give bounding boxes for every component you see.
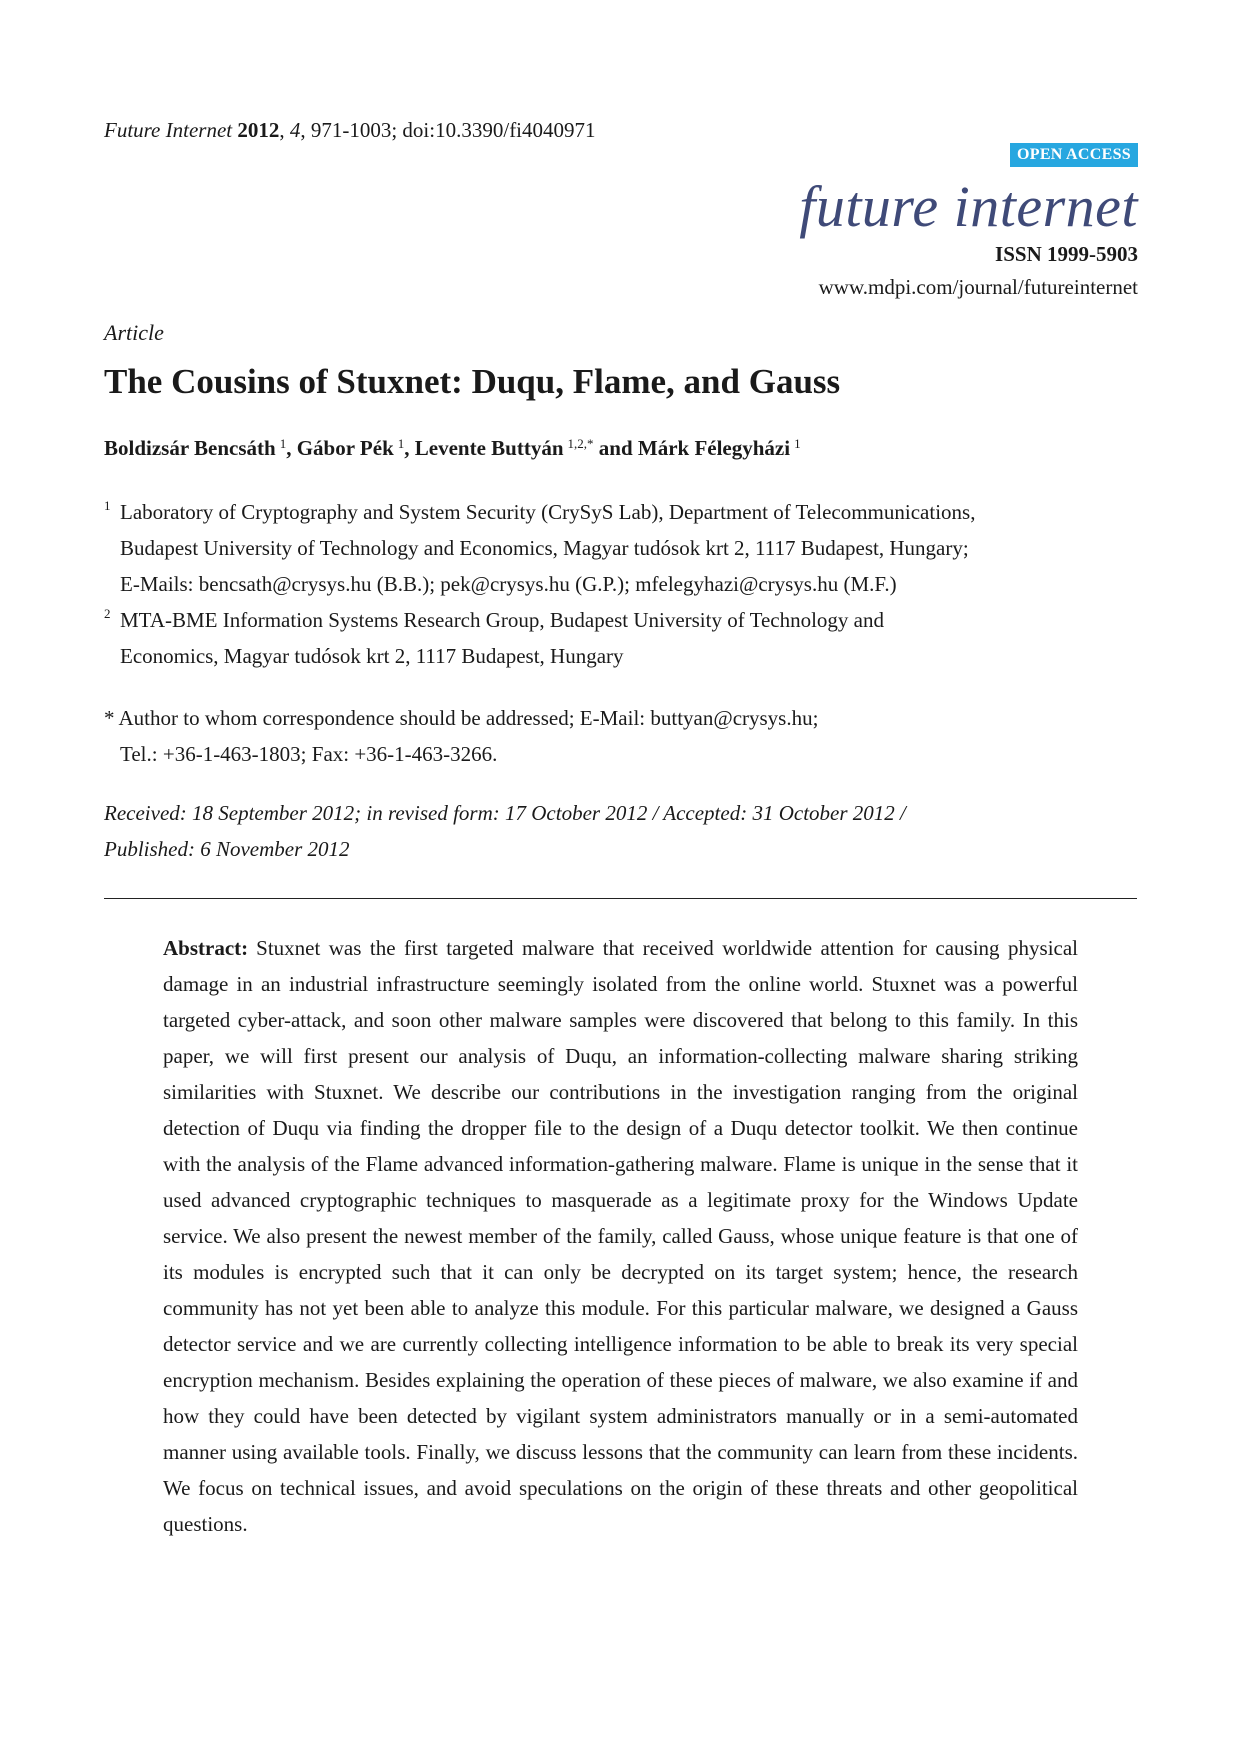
dates-line: Received: 18 September 2012; in revised form: 17 October 2012 / Accepted: 31 October 2012 / [104,801,906,825]
article-type: Article [104,320,164,345]
author-affiliation-mark: 1 [397,436,405,451]
affiliation-line: MTA-BME Information Systems Research Group, Budapest University of Technology and [120,608,884,632]
page-title: The Cousins of Stuxnet: Duqu, Flame, and Gauss [104,362,841,401]
correspondence-text: Author to whom correspondence should be addressed; E-Mail: buttyan@crysys.hu; [118,706,819,730]
citation-year: 2012 [237,118,280,142]
citation-pages-doi: , 971-1003; doi:10.3390/fi4040971 [300,118,596,142]
affiliation-2 [104,602,1144,674]
open-access-badge: OPEN ACCESS [1010,143,1138,167]
affiliation-line: Laboratory of Cryptography and System Security (CrySyS Lab), Department of Telecommunications, [120,500,976,524]
affiliation-line: Economics, Magyar tudósok krt 2, 1117 Budapest, Hungary [120,644,624,668]
affiliation-mark: 1 [104,498,111,513]
author-name: Márk Félegyházi [637,436,791,460]
citation-line: Future Internet 2012, 4, 971-1003; doi:10.3390/fi4040971 [104,118,596,142]
author-separator: , [404,436,410,460]
citation-volume: 4 [289,118,301,142]
dates-line: Published: 6 November 2012 [104,837,350,861]
affiliations [104,494,1144,674]
journal-logo: future internet [799,174,1138,239]
author-separator: and [593,436,633,460]
affiliation-mark: 2 [104,606,111,621]
affiliation-1 [104,494,1144,602]
author-name: Levente Buttyán [414,436,564,460]
author-separator: , [286,436,292,460]
issn: ISSN 1999-5903 [995,242,1138,266]
journal-url[interactable]: www.mdpi.com/journal/futureinternet [818,275,1138,299]
author-name: Boldizsár Bencsáth [104,436,276,460]
publication-dates [104,795,906,867]
correspondence-contact: Tel.: +36-1-463-1803; Fax: +36-1-463-3266. [120,742,498,766]
abstract-label: Abstract: [163,936,249,960]
abstract-text: Stuxnet was the first targeted malware that received worldwide attention for causing physical damage in an industrial infrastructure seemingly isolated from the online world. Stuxnet was a powerful targeted cyber-attack, and soon other malware samples were discovered that belong to this family. In this paper, we will first present our analysis of Duqu, an information-collecting malware sharing striking similarities with Stuxnet. We describe our contributions in the investigation ranging from the original detection of Duqu via finding the dropper file to the design of a Duqu detector toolkit. We then continue with the analysis of the Flame advanced information-gathering malware. Flame is unique in the sense that it used advanced cryptographic techniques to masquerade as a legitimate proxy for the Windows Update service. We also present the newest member of the family, called Gauss, whose unique feature is that one of its modules is encrypted such that it can only be decrypted on its target system; hence, the research community has not yet been able to analyze this module. For this particular malware, we designed a Gauss detector service and we are currently collecting intelligence information to be able to break its very special encryption mechanism. Besides explaining the operation of these pieces of malware, we also examine if and how they could have been detected by vigilant system administrators manually or in a semi-automated manner using available tools. Finally, we discuss lessons that the community can learn from these incidents. We focus on technical issues, and avoid speculations on the origin of these threats and other geopolitical questions. [163,936,1078,1536]
correspondence-note [104,700,818,772]
author-affiliation-mark: 1 [794,436,801,451]
author-name: Gábor Pék [296,436,394,460]
correspondence-line [104,700,818,736]
author-list [104,436,801,461]
author-affiliation-mark: 1,2,* [567,436,594,451]
journal-name: Future Internet [104,118,233,142]
abstract [163,930,1078,1542]
section-divider [104,898,1137,899]
affiliation-emails: E-Mails: bencsath@crysys.hu (B.B.); pek@crysys.hu (G.P.); mfelegyhazi@crysys.hu (M.F.) [120,572,897,596]
author-affiliation-mark: 1 [279,436,287,451]
affiliation-line: Budapest University of Technology and Economics, Magyar tudósok krt 2, 1117 Budapest, Hungary; [120,536,969,560]
correspondence-mark: * [104,706,115,730]
